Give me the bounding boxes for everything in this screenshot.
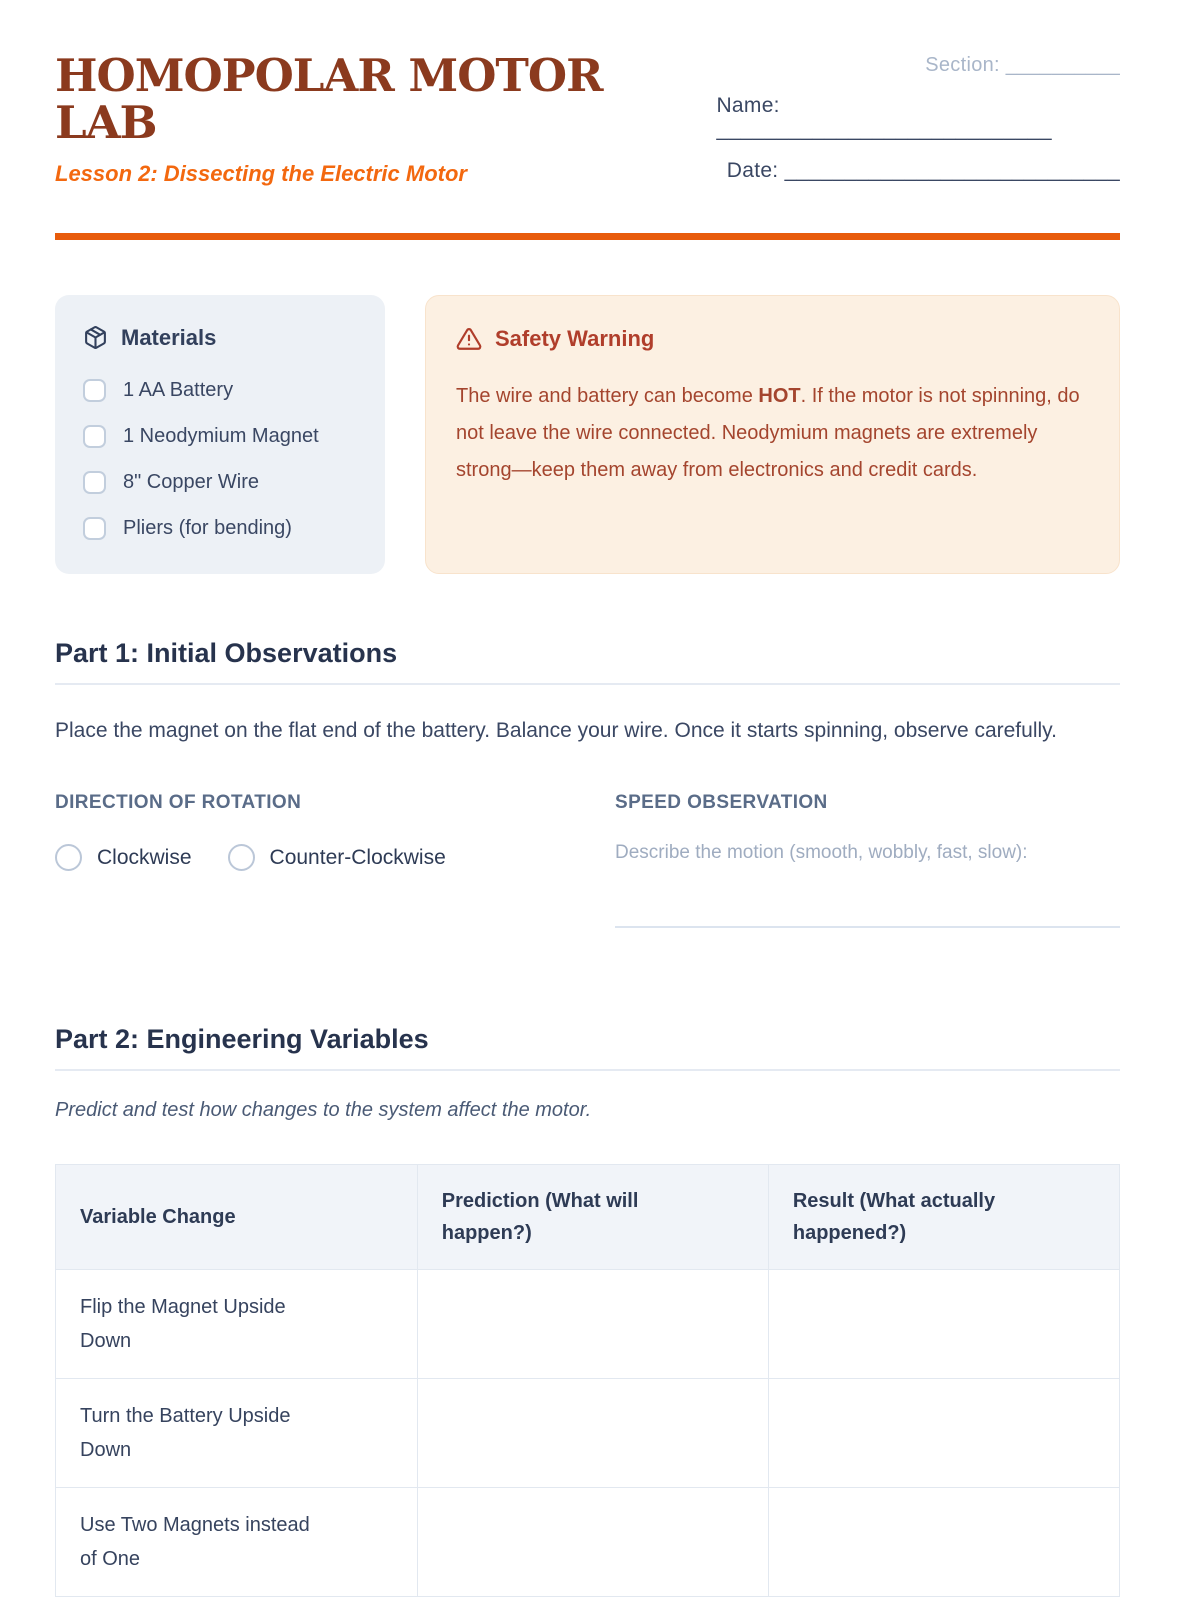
table-header-row [56,1165,1120,1270]
radio-option-clockwise[interactable] [55,844,192,871]
result-cell-empty[interactable] [768,1488,1119,1597]
part1-heading: Part 1: Initial Observations [55,638,1120,685]
page-title: HOMOPOLAR MOTOR LAB [55,49,603,150]
prediction-cell-empty[interactable] [417,1488,768,1597]
radio-label: Counter-Clockwise [269,845,446,869]
part1-fields-row [55,792,1120,928]
rotation-field-group [55,792,615,928]
safety-warning-card [425,295,1120,574]
table-row [56,1379,1120,1488]
radio-clockwise[interactable] [55,844,82,871]
radio-option-counter-clockwise[interactable] [228,844,446,871]
warning-triangle-icon [456,326,482,352]
prediction-cell-empty[interactable] [417,1379,768,1488]
material-item-wire [83,471,357,494]
name-field[interactable]: Name: ____________________________ [716,94,1052,141]
speed-field-group [615,792,1120,928]
header [55,49,1120,187]
col-header-result-text: Result (What actually happened?) [792,1190,996,1245]
rotation-label: DIRECTION OF ROTATION [55,792,302,814]
variable-text: Turn the Battery Upside Down [80,1405,291,1462]
materials-card [55,295,385,574]
variable-text: Flip the Magnet Upside Down [80,1296,286,1353]
header-left [55,49,716,187]
table-row [56,1270,1120,1379]
result-cell-empty[interactable] [768,1379,1119,1488]
result-cell-empty[interactable] [768,1270,1119,1379]
accent-divider [55,233,1120,240]
radio-counter-clockwise[interactable] [228,844,255,871]
rotation-radio-group [55,844,615,871]
material-item-pliers [83,517,357,540]
materials-heading [83,325,357,351]
part2-heading: Part 2: Engineering Variables [55,1024,1120,1071]
checkbox-pliers[interactable] [83,517,106,540]
col-header-variable: Variable Change [56,1165,418,1270]
safety-body-text: . If the motor is not spinning, do not leave the wire connected. Neodymium magnets are extremely strong—keep them away from electronics and credit cards. [456,384,1080,481]
col-header-result [768,1165,1119,1270]
safety-heading [456,326,1089,352]
safety-body-bold: HOT [758,384,801,407]
variable-cell [56,1488,418,1597]
variable-text: Use Two Magnets instead of One [80,1514,310,1571]
speed-placeholder: Describe the motion (smooth, wobbly, fast, slow): [615,842,1028,864]
materials-list [83,379,357,540]
variables-table [55,1164,1120,1597]
speed-label: SPEED OBSERVATION [615,792,828,814]
safety-body [456,378,1089,489]
variable-cell [56,1379,418,1488]
checkbox-magnet[interactable] [83,425,106,448]
material-label: Pliers (for bending) [123,516,292,539]
page-subtitle: Lesson 2: Dissecting the Electric Motor [55,160,467,186]
safety-title: Safety Warning [495,325,655,351]
prediction-cell-empty[interactable] [417,1270,768,1379]
checkbox-wire[interactable] [83,471,106,494]
material-label: 1 AA Battery [123,378,234,401]
speed-write-line[interactable] [615,926,1120,928]
section-field[interactable]: Section: __________ [925,54,1120,76]
col-header-prediction-text: Prediction (What will happen?) [441,1190,639,1245]
package-icon [83,325,108,350]
material-label: 8" Copper Wire [123,470,260,493]
safety-body-text: The wire and battery can become [456,384,759,407]
radio-label: Clockwise [97,845,192,869]
part1-instructions: Place the magnet on the flat end of the battery. Balance your wire. Once it starts spinning, observe carefully. [55,718,1057,742]
checkbox-battery[interactable] [83,379,106,402]
part2-note: Predict and test how changes to the system affect the motor. [55,1099,592,1122]
date-field[interactable]: Date: ____________________________ [726,159,1120,182]
info-cards-row [55,295,1120,574]
student-info-fields [716,52,1120,183]
col-header-prediction [417,1165,768,1270]
material-label: 1 Neodymium Magnet [123,424,319,447]
table-row [56,1488,1120,1597]
variable-cell [56,1270,418,1379]
materials-title: Materials [121,324,217,350]
material-item-magnet [83,425,357,448]
material-item-battery [83,379,357,402]
